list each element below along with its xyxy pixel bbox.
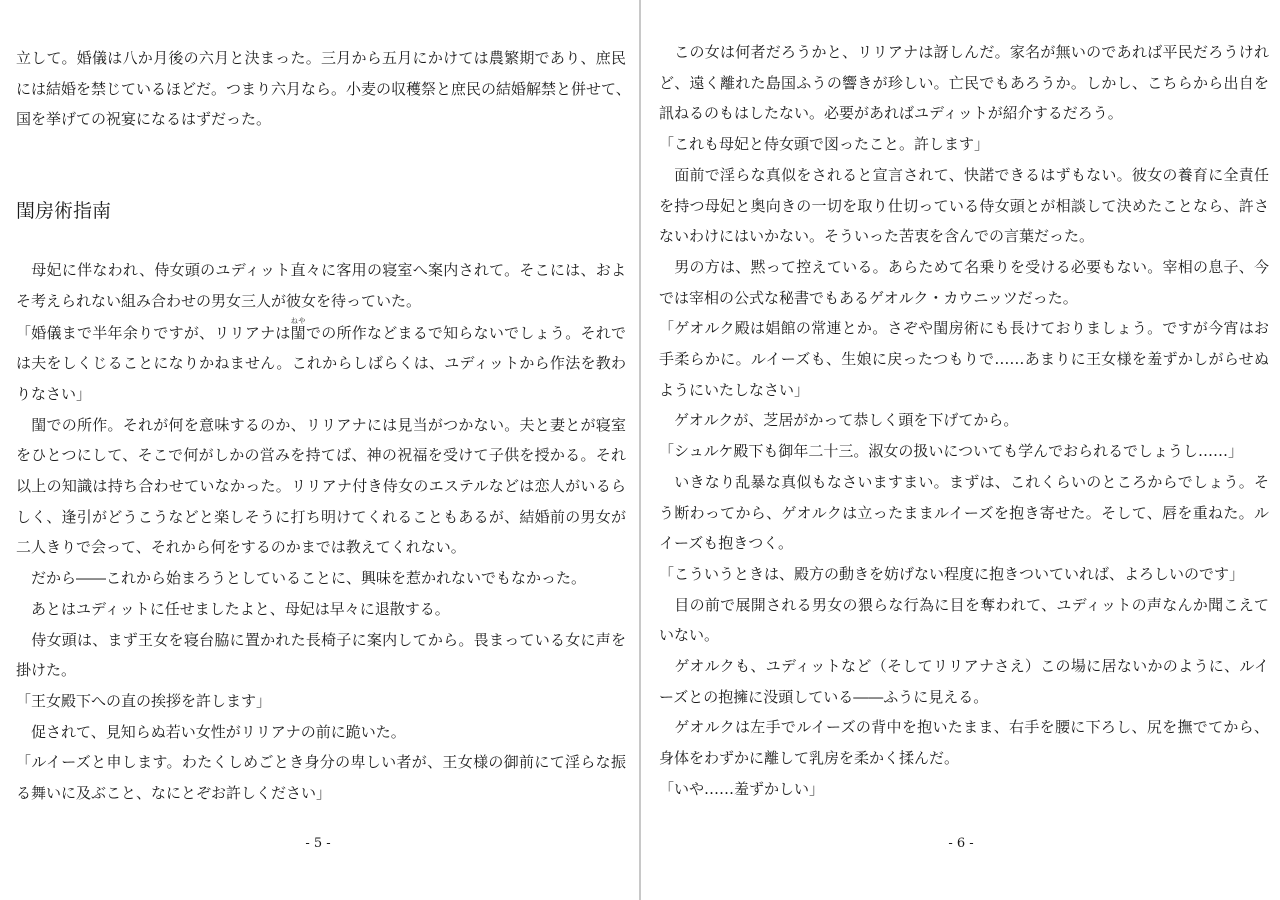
text-line: には結婚を禁じているほどだ。つまり六月なら。小麦の収穫祭と庶民の結婚解禁と併せて、 <box>16 79 631 98</box>
text-line: ないわけにはいかない。そういった苦衷を含んでの言葉だった。 <box>659 227 1095 246</box>
text-line: 母妃に伴なわれ、侍女頭のユディット直々に客用の寝室へ案内されて。そこには、およ <box>16 261 626 280</box>
page-5-body <box>16 43 631 809</box>
paragraph <box>659 37 1269 129</box>
page-6 <box>641 0 1280 900</box>
text-line: 「ルイーズと申します。わたくしめごとき身分の卑しい者が、王女様の御前にて淫らな振 <box>16 753 626 772</box>
text-line: 訊ねるのもはしたない。必要があればユディットが紹介するだろう。 <box>659 104 1123 123</box>
text-line: 二人きりで会って、それから何をするのかまでは教えてくれない。 <box>16 538 466 557</box>
text-line: しく、逢引がどうこうなどと楽しそうに打ち明けてくれることもあるが、結婚前の男女が <box>16 507 626 526</box>
paragraph <box>16 625 626 686</box>
text-line: 面前で淫らな真似をされると宣言されて、快諾できるはずもない。彼女の養育に全責任 <box>659 165 1269 184</box>
ruby-annotation <box>290 316 306 342</box>
paragraph <box>16 717 626 748</box>
text-line: 「こういうときは、殿方の動きを妨げない程度に抱きついていれば、よろしいのです」 <box>659 564 1245 583</box>
text-line: 促されて、見知らぬ若い女性がリリアナの前に跪いた。 <box>16 722 406 741</box>
text-line: では宰相の公式な秘書でもあるゲオルク・カウニッツだった。 <box>659 288 1078 307</box>
text-line: 閨での所作。それが何を意味するのか、リリアナには見当がつかない。夫と妻とが寝室 <box>16 415 626 434</box>
text-line: 「王女殿下への直の挨拶を許します」 <box>16 691 272 710</box>
text-line: ど、遠く離れた島国ふうの響きが珍しい。亡民でもあろうか。しかし、こちらから出自を <box>659 73 1269 92</box>
paragraph <box>16 43 631 135</box>
paragraph <box>659 436 1269 467</box>
text-line: をひとつにして、そこで何がしかの営みを持てば、神の祝福を受けて子供を授かる。それ <box>16 446 626 465</box>
paragraph <box>659 313 1269 405</box>
text-line: だから――これから始まろうとしていることに、興味を惹かれないでもなかった。 <box>16 569 587 588</box>
paragraph <box>16 747 626 808</box>
paragraph <box>16 563 626 594</box>
page-number: - 5 - <box>305 836 331 851</box>
text-line: う断わってから、ゲオルクは立ったままルイーズを抱き寄せた。そして、唇を重ねた。ル <box>659 503 1269 522</box>
paragraph <box>659 774 1269 805</box>
paragraph <box>659 651 1269 712</box>
text-line: 「ゲオルク殿は娼館の常連とか。さぞや閨房術にも長けておりましょう。ですが今宵はお <box>659 319 1269 338</box>
text-line: 「これも母妃と侍女頭で図ったこと。許します」 <box>659 135 990 154</box>
paragraph <box>659 252 1269 313</box>
text-line: 以上の知識は持ち合わせていなかった。リリアナ付き侍女のエステルなどは恋人がいるら <box>16 477 626 496</box>
text-line: 手柔らかに。ルイーズも、生娘に戻ったつもりで……あまりに王女様を羞ずかしがらせぬ <box>659 350 1269 369</box>
paragraph <box>659 160 1269 252</box>
page-6-body <box>659 37 1269 805</box>
paragraph <box>659 559 1269 590</box>
text-line: あとはユディットに任せましたよと、母妃は早々に退散する。 <box>16 599 450 618</box>
text-line: そ考えられない組み合わせの男女三人が彼女を待っていた。 <box>16 291 422 310</box>
text-line: ーズとの抱擁に没頭している――ふうに見える。 <box>659 687 989 706</box>
text-line: ゲオルクが、芝居がかって恭しく頭を下げてから。 <box>659 411 1019 430</box>
text-line: いきなり乱暴な真似もなさいますまい。まずは、これくらいのところからでしょう。そ <box>659 472 1269 491</box>
text-line: 立して。婚儀は八か月後の六月と決まった。三月から五月にかけては農繁期であり、庶民 <box>16 49 626 67</box>
paragraph <box>16 594 626 625</box>
text-line: 「シュルケ殿下も御年二十三。淑女の扱いについても学んでおられるでしょうし……」 <box>659 442 1243 461</box>
paragraph <box>659 712 1269 773</box>
paragraph <box>16 255 626 316</box>
text-line: 目の前で展開される男女の猥らな行為に目を奪われて、ユディットの声なんか聞こえて <box>659 595 1269 614</box>
section-heading: 閨房術指南 <box>16 200 112 223</box>
text-line: ようにいたしなさい」 <box>659 380 810 399</box>
text-line: 「いや……羞ずかしい」 <box>659 779 825 798</box>
paragraph <box>659 590 1269 651</box>
text-line: は夫をしくじることになりかねません。これからしばらくは、ユディットから作法を教わ <box>16 354 626 373</box>
text-line: いない。 <box>659 626 720 645</box>
ruby-text: ねや <box>290 316 306 325</box>
text-segment: での所作などまるで知らないでしょう。それで <box>305 323 626 342</box>
text-line <box>16 317 626 349</box>
text-line: を持つ母妃と奥向きの一切を取り仕切っている侍女頭とが相談して決めたことなら、許さ <box>659 196 1269 215</box>
text-line: りなさい」 <box>16 384 92 403</box>
text-line: 掛けた。 <box>16 661 77 680</box>
text-segment: 「婚儀まで半年余りですが、リリアナは <box>16 323 291 342</box>
paragraph <box>16 686 626 717</box>
paragraph <box>16 317 626 410</box>
text-line: 国を挙げての祝宴になるはずだった。 <box>16 110 272 129</box>
page-number: - 6 - <box>948 836 974 851</box>
paragraph <box>659 467 1269 559</box>
text-line: イーズも抱きつく。 <box>659 534 793 553</box>
text-line: この女は何者だろうかと、リリアナは訝しんだ。家名が無いのであれば平民だろうけれ <box>659 43 1269 61</box>
paragraph <box>659 129 1269 160</box>
paragraph <box>16 410 626 564</box>
ruby-base: 閨 <box>290 323 306 342</box>
paragraph <box>659 405 1269 436</box>
text-line: 男の方は、黙って控えている。あらためて名乗りを受ける必要もない。宰相の息子、今 <box>659 257 1269 276</box>
text-line: ゲオルクは左手でルイーズの背中を抱いたまま、右手を腰に下ろし、尻を撫でてから、 <box>659 718 1269 737</box>
text-line: 身体をわずかに離して乳房を柔かく揉んだ。 <box>659 749 960 768</box>
text-line: ゲオルクも、ユディットなど（そしてリリアナさえ）この場に居ないかのように、ルイ <box>659 657 1269 676</box>
text-line: る舞いに及ぶこと、なにとぞお許しください」 <box>16 784 332 803</box>
text-line: 侍女頭は、まず王女を寝台脇に置かれた長椅子に案内してから。畏まっている女に声を <box>16 630 626 649</box>
